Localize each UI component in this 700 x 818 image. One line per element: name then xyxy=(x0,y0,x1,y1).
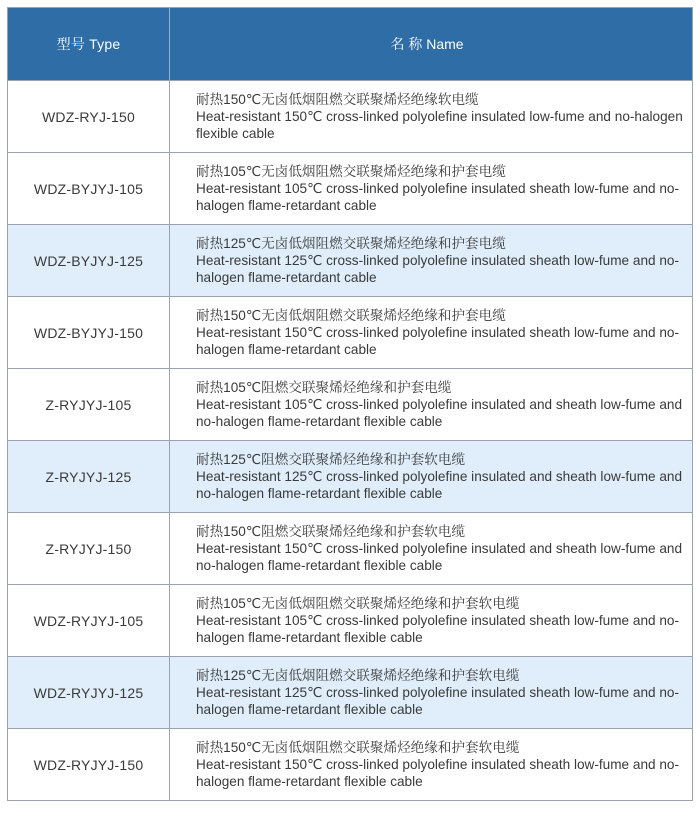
cable-name-english: Heat-resistant 105℃ cross-linked polyolefine insulated sheath low-fume and no-halogen flame-retardant flexible cable xyxy=(196,613,679,645)
cable-name-english: Heat-resistant 125℃ cross-linked polyolefine insulated sheath low-fume and no-halogen flame-retardant cable xyxy=(196,253,679,285)
cable-name-cell xyxy=(170,153,692,224)
cable-name-english: Heat-resistant 150℃ cross-linked polyolefine insulated sheath low-fume and no-halogen flame-retardant flexible cable xyxy=(196,757,679,789)
header-name: 名 称 Name xyxy=(390,35,464,52)
cable-name-english: Heat-resistant 150℃ cross-linked polyolefine insulated sheath low-fume and no-halogen flame-retardant cable xyxy=(196,325,679,357)
cable-name-english: Heat-resistant 150℃ cross-linked polyolefine insulated and sheath low-fume and no-halogen flame-retardant flexible cable xyxy=(196,541,683,573)
cable-type-cell: WDZ-RYJYJ-105 xyxy=(8,585,170,656)
header-name-cell xyxy=(170,8,692,80)
cable-type-cell: WDZ-BYJYJ-150 xyxy=(8,297,170,368)
cable-name-english: Heat-resistant 125℃ cross-linked polyolefine insulated and sheath low-fume and no-halogen flame-retardant flexible cable xyxy=(196,469,683,501)
table-row xyxy=(8,729,692,801)
cable-name-cell xyxy=(170,657,692,728)
cable-name-chinese: 耐热125℃无卤低烟阻燃交联聚烯烃绝缘和护套软电缆 xyxy=(196,668,520,683)
table-row xyxy=(8,297,692,369)
cable-type-cell: WDZ-RYJYJ-125 xyxy=(8,657,170,728)
cable-name-chinese: 耐热150℃阻燃交联聚烯烃绝缘和护套软电缆 xyxy=(196,524,466,539)
cable-name-cell xyxy=(170,585,692,656)
table-row xyxy=(8,513,692,585)
cable-name-english: Heat-resistant 105℃ cross-linked polyolefine insulated sheath low-fume and no-halogen flame-retardant cable xyxy=(196,181,679,213)
table-row xyxy=(8,585,692,657)
cable-name-cell xyxy=(170,297,692,368)
table-row xyxy=(8,81,692,153)
header-type: 型号 Type xyxy=(8,8,170,80)
table-header-row xyxy=(8,8,692,81)
cable-type-cell: WDZ-BYJYJ-125 xyxy=(8,225,170,296)
cable-name-chinese: 耐热105℃阻燃交联聚烯烃绝缘和护套电缆 xyxy=(196,380,452,395)
table-row xyxy=(8,369,692,441)
cable-name-chinese: 耐热125℃阻燃交联聚烯烃绝缘和护套软电缆 xyxy=(196,452,466,467)
cable-type-cell: Z-RYJYJ-125 xyxy=(8,441,170,512)
cable-name-chinese: 耐热150℃无卤低烟阻燃交联聚烯烃绝缘和护套软电缆 xyxy=(196,740,520,755)
cable-name-chinese: 耐热105℃无卤低烟阻燃交联聚烯烃绝缘和护套软电缆 xyxy=(196,596,520,611)
cable-name-chinese: 耐热150℃无卤低烟阻燃交联聚烯烃绝缘软电缆 xyxy=(196,92,479,107)
cable-name-cell xyxy=(170,81,692,152)
cable-name-cell xyxy=(170,441,692,512)
cable-name-english: Heat-resistant 150℃ cross-linked polyolefine insulated low-fume and no-halogen flexible cable xyxy=(196,109,683,141)
table-row xyxy=(8,657,692,729)
cable-name-chinese: 耐热150℃无卤低烟阻燃交联聚烯烃绝缘和护套电缆 xyxy=(196,308,506,323)
cable-name-chinese: 耐热125℃无卤低烟阻燃交联聚烯烃绝缘和护套电缆 xyxy=(196,236,506,251)
cable-name-cell xyxy=(170,225,692,296)
cable-spec-table xyxy=(7,7,693,801)
cable-type-cell: Z-RYJYJ-150 xyxy=(8,513,170,584)
table-body xyxy=(8,81,692,801)
cable-type-cell: WDZ-RYJ-150 xyxy=(8,81,170,152)
table-row xyxy=(8,441,692,513)
cable-type-cell: WDZ-BYJYJ-105 xyxy=(8,153,170,224)
cable-name-english: Heat-resistant 105℃ cross-linked polyolefine insulated and sheath low-fume and no-halogen flame-retardant flexible cable xyxy=(196,397,683,429)
table-row xyxy=(8,225,692,297)
cable-name-cell xyxy=(170,729,692,800)
table-row xyxy=(8,153,692,225)
cable-name-english: Heat-resistant 125℃ cross-linked polyolefine insulated sheath low-fume and no-halogen flame-retardant flexible cable xyxy=(196,685,679,717)
cable-name-chinese: 耐热105℃无卤低烟阻燃交联聚烯烃绝缘和护套电缆 xyxy=(196,164,506,179)
cable-name-cell xyxy=(170,369,692,440)
cable-name-cell xyxy=(170,513,692,584)
cable-type-cell: Z-RYJYJ-105 xyxy=(8,369,170,440)
cable-type-cell: WDZ-RYJYJ-150 xyxy=(8,729,170,800)
